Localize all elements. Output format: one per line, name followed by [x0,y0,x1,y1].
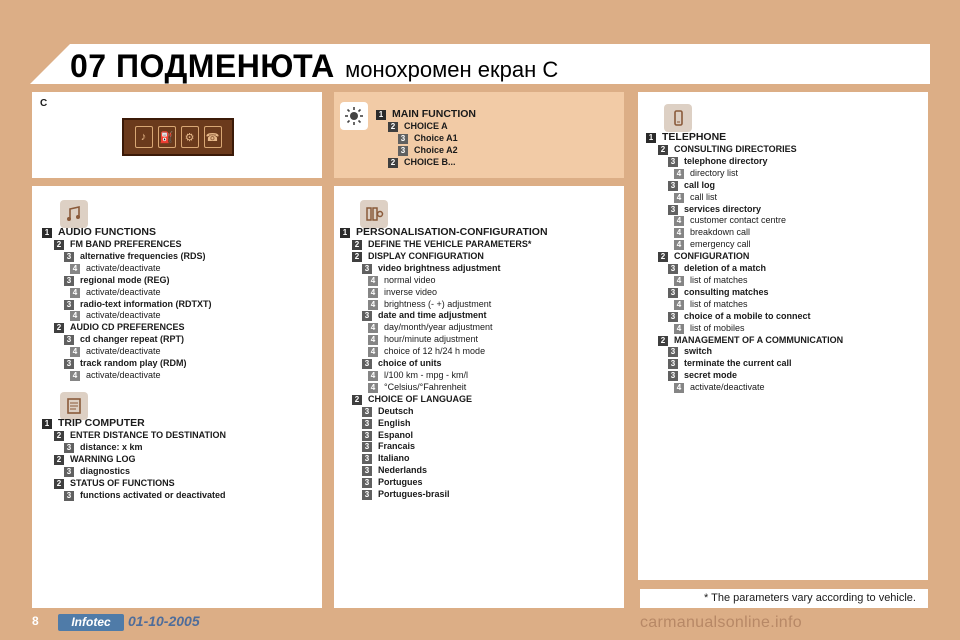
menu-item-level-1 [42,226,212,239]
menu-item-label: video brightness adjustment [378,262,501,273]
level-badge: 2 [54,323,64,333]
menu-item-level-3 [646,311,843,323]
menu-item-label: Italiano [378,453,410,464]
menu-item-label: Portugues-brasil [378,489,450,500]
level-badge: 1 [42,419,52,429]
level-badge: 4 [368,300,378,310]
menu-item-label: emergency call [690,239,751,250]
level-badge: 3 [362,466,372,476]
menu-item-label: alternative frequencies (RDS) [80,250,206,261]
menu-item-level-3 [646,180,843,192]
menu-item-level-4 [42,310,212,322]
menu-item-level-2 [42,454,226,466]
menu-item-label: activate/deactivate [86,262,161,273]
level-badge: 4 [674,240,684,250]
level-badge: 2 [658,336,668,346]
level-badge: 3 [362,490,372,500]
menu-item-level-3 [42,334,212,346]
menu-item-level-2 [376,121,476,133]
level-badge: 3 [362,407,372,417]
audio-menu-list [42,226,212,382]
menu-item-label: choice of units [378,358,442,369]
level-badge: 4 [70,347,80,357]
level-badge: 3 [668,157,678,167]
menu-item-level-3 [340,406,548,418]
menu-item-label: CHOICE A [404,121,448,131]
menu-item-level-2 [42,430,226,442]
menu-item-label: terminate the current call [684,358,792,369]
footnote: * The parameters vary according to vehicle. [640,589,928,608]
phone-icon: ☎ [204,126,222,148]
watermark: carmanualsonline.info [640,614,802,631]
menu-item-label: list of mobiles [690,322,745,333]
menu-item-level-3 [42,490,226,502]
menu-item-level-1 [376,108,476,121]
menu-item-level-2 [340,239,548,251]
level-badge: 4 [674,216,684,226]
level-badge: 3 [362,431,372,441]
menu-item-label: normal video [384,274,436,285]
level-badge: 4 [70,371,80,381]
menu-item-label: secret mode [684,370,738,381]
level-badge: 3 [362,442,372,452]
menu-item-level-4 [646,215,843,227]
menu-item-level-2 [646,251,843,263]
level-badge: 3 [668,288,678,298]
level-badge: 2 [352,252,362,262]
menu-item-level-4 [340,287,548,299]
menu-item-level-3 [646,156,843,168]
level-badge: 3 [398,146,408,156]
menu-item-label: Francais [378,441,416,452]
menu-item-level-2 [42,239,212,251]
personalisation-menu-list [340,226,548,501]
level-badge: 1 [376,110,386,120]
menu-item-label: Portugues [378,477,423,488]
menu-item-label: switch [684,346,713,357]
level-badge: 4 [674,228,684,238]
level-badge: 3 [668,312,678,322]
level-badge: 1 [646,133,656,143]
level-badge: 3 [398,134,408,144]
menu-item-level-3 [42,466,226,478]
settings-tools-icon [360,200,388,228]
menu-item-label: CHOICE OF LANGUAGE [368,393,473,404]
menu-item-label: brightness (- +) adjustment [384,298,492,309]
menu-item-label: breakdown call [690,227,751,238]
menu-item-label: Nederlands [378,465,428,476]
menu-item-label: date and time adjustment [378,310,487,321]
settings-icon: ⚙ [181,126,199,148]
menu-item-label: activate/deactivate [86,369,161,380]
level-badge: 2 [54,479,64,489]
menu-item-level-3 [340,453,548,465]
level-badge: 4 [674,276,684,286]
level-badge: 4 [368,323,378,333]
menu-item-label: deletion of a match [684,263,767,274]
monochrome-screen-image [122,118,234,156]
menu-item-label: list of matches [690,298,748,309]
level-badge: 2 [54,431,64,441]
menu-item-label: CONSULTING DIRECTORIES [674,144,797,154]
menu-item-level-4 [340,299,548,311]
menu-item-label: WARNING LOG [70,453,136,464]
menu-item-label: list of matches [690,274,748,285]
level-badge: 3 [668,359,678,369]
menu-item-level-4 [340,370,548,382]
level-badge: 3 [668,181,678,191]
level-badge: 3 [362,478,372,488]
menu-item-level-3 [340,477,548,489]
menu-item-level-3 [646,204,843,216]
level-badge: 4 [674,193,684,203]
menu-item-label: Deutsch [378,405,414,416]
menu-item-level-3 [42,251,212,263]
menu-item-label: ENTER DISTANCE TO DESTINATION [70,430,227,440]
menu-item-level-3 [340,430,548,442]
menu-item-level-2 [646,335,843,347]
level-badge: 4 [368,383,378,393]
level-badge: 2 [54,240,64,250]
menu-item-level-3 [340,441,548,453]
menu-item-level-3 [340,489,548,501]
menu-item-label: °Celsius/°Fahrenheit [384,381,467,392]
menu-item-label: call list [690,191,718,202]
menu-item-level-3 [646,370,843,382]
menu-item-level-3 [42,442,226,454]
menu-item-label: hour/minute adjustment [384,334,479,345]
menu-item-level-4 [340,382,548,394]
menu-item-label: telephone directory [684,155,768,166]
header-fold [30,44,70,84]
level-badge: 3 [362,311,372,321]
level-badge: 3 [668,264,678,274]
menu-item-level-4 [646,275,843,287]
level-badge: 3 [668,205,678,215]
level-badge: 4 [368,335,378,345]
menu-item-level-3 [340,263,548,275]
level-badge: 3 [64,359,74,369]
page-title [70,48,558,85]
menu-item-label: cd changer repeat (RPT) [80,334,185,345]
level-badge: 3 [362,419,372,429]
audio-icon [60,200,88,228]
menu-item-level-4 [646,168,843,180]
menu-item-label: activate/deactivate [690,382,765,393]
menu-item-level-4 [340,334,548,346]
page-title-subtitle: монохромен екран C [345,57,559,82]
menu-item-level-4 [340,275,548,287]
menu-item-level-4 [42,370,212,382]
menu-item-label: PERSONALISATION-CONFIGURATION [356,226,548,238]
menu-item-label: directory list [690,167,739,178]
menu-item-label: TELEPHONE [662,131,727,143]
level-badge: 1 [340,228,350,238]
level-badge: 2 [352,240,362,250]
level-badge: 4 [674,169,684,179]
level-badge: 3 [64,443,74,453]
menu-item-level-3 [340,418,548,430]
menu-item-label: AUDIO FUNCTIONS [58,226,156,238]
screen-label: C [40,98,48,109]
fuel-icon: ⛽ [158,126,176,148]
menu-item-level-4 [340,322,548,334]
menu-item-label: STATUS OF FUNCTIONS [70,477,175,488]
menu-item-label: Choice A1 [414,132,458,143]
menu-item-label: radio-text information (RDTXT) [80,298,212,309]
menu-item-level-3 [376,145,476,157]
menu-item-level-4 [340,346,548,358]
level-badge: 4 [368,288,378,298]
menu-item-level-3 [646,358,843,370]
level-badge: 4 [368,371,378,381]
menu-item-label: call log [684,179,716,190]
menu-item-level-4 [646,239,843,251]
menu-item-label: track random play (RDM) [80,358,187,369]
level-badge: 4 [368,276,378,286]
menu-item-level-2 [42,478,226,490]
menu-item-label: FM BAND PREFERENCES [70,239,182,249]
menu-item-label: consulting matches [684,286,769,297]
menu-item-label: diagnostics [80,465,131,476]
level-badge: 3 [64,491,74,501]
menu-item-level-3 [340,310,548,322]
menu-item-level-3 [42,358,212,370]
menu-item-level-4 [646,192,843,204]
level-badge: 2 [352,395,362,405]
trip-menu-list [42,417,226,501]
menu-item-level-3 [646,263,843,275]
level-badge: 2 [658,145,668,155]
level-badge: 4 [70,288,80,298]
menu-item-label: activate/deactivate [86,286,161,297]
level-badge: 3 [362,454,372,464]
menu-item-level-2 [376,157,476,169]
menu-item-label: Espanol [378,429,414,440]
level-badge: 3 [64,252,74,262]
menu-item-level-2 [42,322,212,334]
level-badge: 3 [362,264,372,274]
menu-item-label: services directory [684,203,762,214]
level-badge: 3 [362,359,372,369]
menu-item-label: CHOICE B... [404,156,456,167]
edition-date: 01-10-2005 [128,613,200,629]
level-badge: 3 [668,347,678,357]
level-badge: 4 [674,324,684,334]
trip-computer-icon [60,392,88,420]
menu-item-level-3 [646,287,843,299]
menu-item-level-2 [340,251,548,263]
menu-item-label: activate/deactivate [86,346,161,357]
menu-item-level-3 [340,358,548,370]
menu-item-level-4 [42,287,212,299]
level-badge: 2 [658,252,668,262]
level-badge: 4 [368,347,378,357]
menu-item-label: DISPLAY CONFIGURATION [368,250,484,261]
menu-item-label: choice of a mobile to connect [684,310,811,321]
menu-item-label: MANAGEMENT OF A COMMUNICATION [674,334,844,345]
sun-icon [340,102,368,130]
page-number: 8 [32,614,39,628]
level-badge: 2 [388,158,398,168]
level-badge: 3 [64,335,74,345]
menu-item-label: functions activated or deactivated [80,489,226,500]
menu-item-label: CONFIGURATION [674,251,750,262]
level-badge: 4 [674,383,684,393]
menu-item-label: Choice A2 [414,144,458,155]
level-badge: 3 [64,276,74,286]
level-badge: 3 [668,371,678,381]
menu-item-level-4 [646,323,843,335]
menu-item-level-3 [42,275,212,287]
menu-item-level-1 [340,226,548,239]
menu-item-level-2 [646,144,843,156]
menu-item-label: distance: x km [80,441,143,452]
menu-item-level-4 [646,299,843,311]
menu-item-level-3 [42,299,212,311]
menu-item-level-1 [646,131,843,144]
menu-item-level-4 [646,227,843,239]
level-badge: 4 [70,311,80,321]
level-badge: 2 [388,122,398,132]
level-badge: 3 [64,300,74,310]
menu-item-level-4 [42,346,212,358]
menu-item-label: AUDIO CD PREFERENCES [70,322,185,333]
menu-item-label: activate/deactivate [86,310,161,321]
music-icon: ♪ [135,126,153,148]
menu-item-label: regional mode (REG) [80,274,170,285]
level-badge: 1 [42,228,52,238]
telephone-icon [664,104,692,132]
infotec-logo: Infotec [58,614,124,631]
menu-item-level-3 [646,346,843,358]
menu-item-level-1 [42,417,226,430]
menu-item-label: day/month/year adjustment [384,322,493,333]
menu-item-level-2 [340,394,548,406]
menu-item-level-4 [42,263,212,275]
menu-item-label: DEFINE THE VEHICLE PARAMETERS* [368,239,532,249]
menu-item-label: inverse video [384,286,438,297]
menu-item-label: choice of 12 h/24 h mode [384,346,486,357]
menu-item-label: TRIP COMPUTER [58,417,145,429]
menu-item-label: l/100 km - mpg - km/l [384,369,469,380]
menu-item-level-4 [646,382,843,394]
telephone-menu-list [646,131,843,394]
level-badge: 2 [54,455,64,465]
menu-item-level-3 [340,465,548,477]
page-title-bold: 07 ПОДМЕНЮТА [70,48,335,84]
level-badge: 3 [64,467,74,477]
menu-item-label: MAIN FUNCTION [392,108,476,120]
menu-item-label: English [378,417,411,428]
legend-list [376,108,476,169]
level-badge: 4 [70,264,80,274]
menu-item-label: customer contact centre [690,215,787,226]
menu-item-level-3 [376,133,476,145]
level-badge: 4 [674,300,684,310]
